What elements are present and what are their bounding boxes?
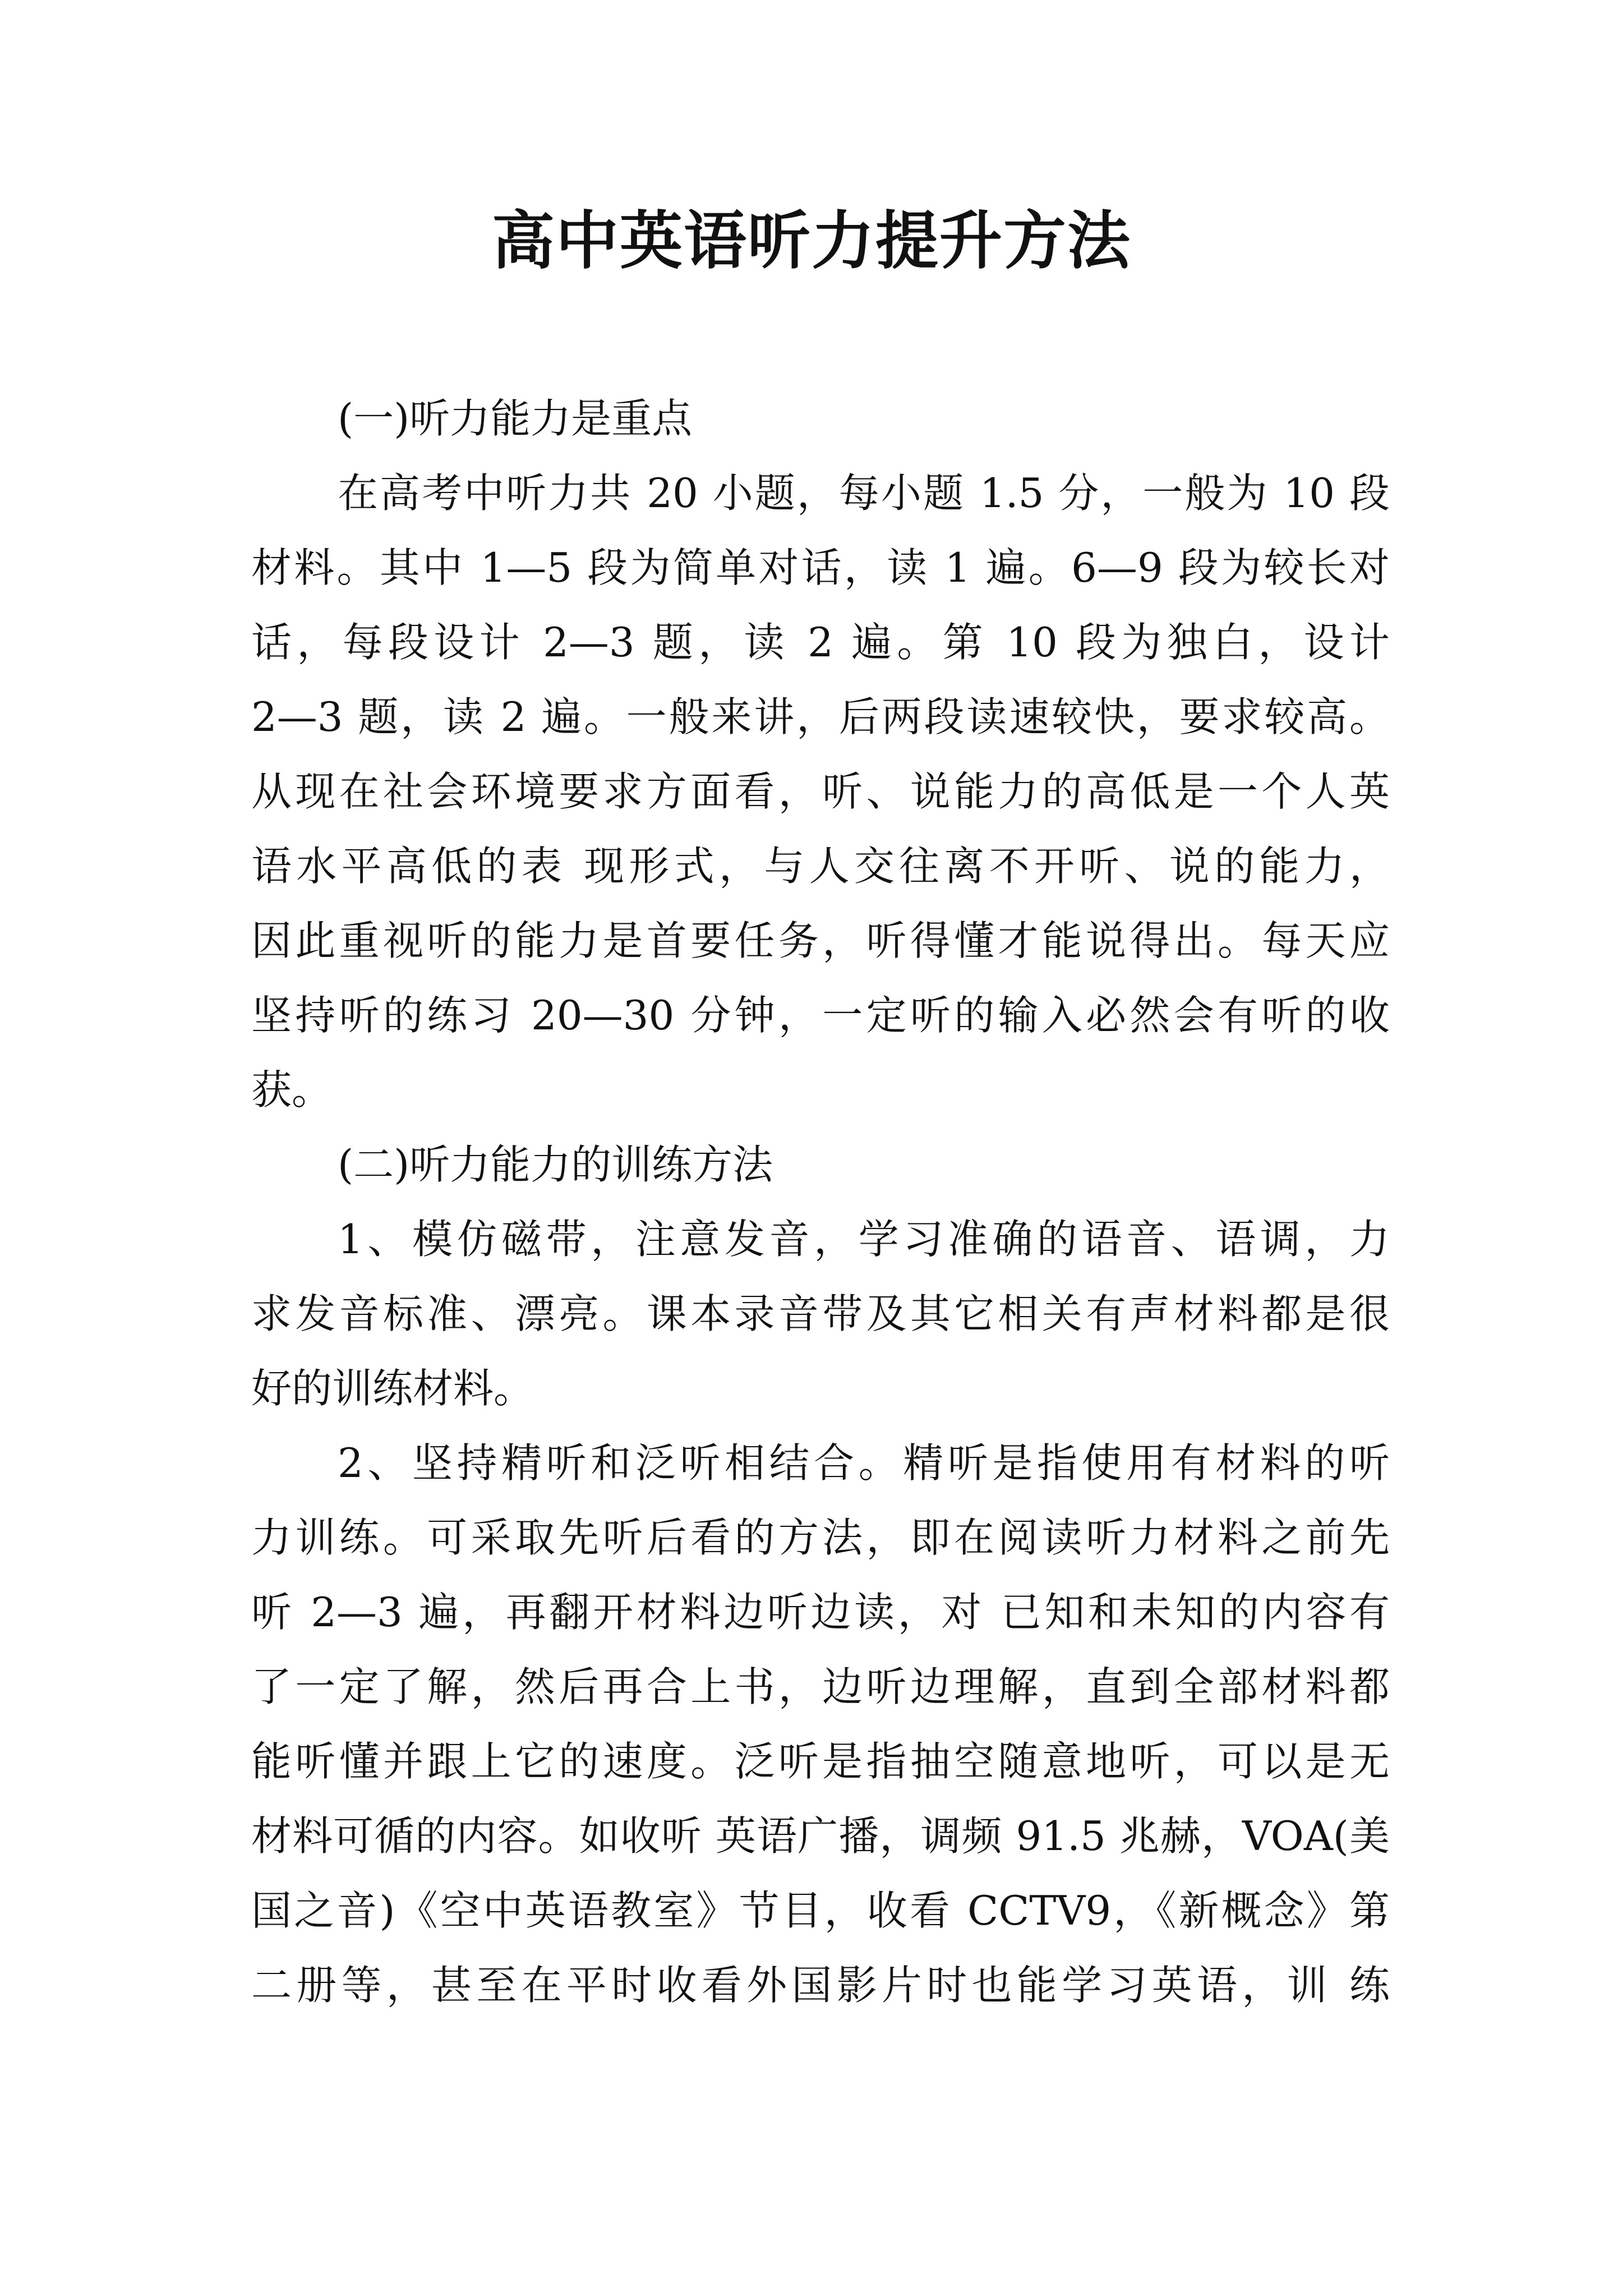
paragraph-line: 1、模仿磁带，注意发音，学习准确的语音、语调，力 bbox=[338, 1216, 1390, 1263]
paragraph-line: 力训练。可采取先听后看的方法，即在阅读听力材料之前先 bbox=[251, 1514, 1390, 1561]
section-heading-2: (二)听力能力的训练方法 bbox=[338, 1141, 773, 1188]
paragraph-line: 2—3 题，读 2 遍。一般来讲，后两段读速较快，要求较高。 bbox=[251, 693, 1390, 740]
paragraph-line: 了一定了解，然后再合上书，边听边理解，直到全部材料都 bbox=[251, 1663, 1390, 1710]
paragraph-line: 好的训练材料。 bbox=[251, 1365, 534, 1412]
paragraph-line: 材料。其中 1—5 段为简单对话，读 1 遍。6—9 段为较长对 bbox=[251, 544, 1390, 591]
paragraph-line: 从现在社会环境要求方面看，听、说能力的高低是一个人英 bbox=[251, 768, 1390, 815]
paragraph-line: 在高考中听力共 20 小题，每小题 1.5 分，一般为 10 段 bbox=[338, 470, 1390, 517]
paragraph-line: 材料可循的内容。如收听 英语广播，调频 91.5 兆赫，VOA(美 bbox=[251, 1812, 1390, 1860]
paragraph-line: 二册等，甚至在平时收看外国影片时也能学习英语，训 练 bbox=[251, 1962, 1390, 2009]
paragraph-line: 求发音标准、漂亮。课本录音带及其它相关有声材料都是很 bbox=[251, 1290, 1390, 1337]
paragraph-line: 听 2—3 遍，再翻开材料边听边读，对 已知和未知的内容有 bbox=[251, 1589, 1390, 1636]
document-title: 高中英语听力提升方法 bbox=[492, 204, 1131, 278]
paragraph-line: 能听懂并跟上它的速度。泛听是指抽空随意地听，可以是无 bbox=[251, 1738, 1390, 1785]
paragraph-line: 话，每段设计 2—3 题，读 2 遍。第 10 段为独白，设计 bbox=[251, 619, 1390, 666]
paragraph-line: 坚持听的练习 20—30 分钟，一定听的输入必然会有听的收 bbox=[251, 992, 1390, 1039]
paragraph-line: 国之音)《空中英语教室》节目，收看 CCTV9，《新概念》第 bbox=[251, 1887, 1390, 1934]
paragraph-line: 获。 bbox=[251, 1066, 333, 1114]
document-body bbox=[251, 381, 1390, 2023]
paragraph-line: 因此重视听的能力是首要任务，听得懂才能说得出。每天应 bbox=[251, 917, 1390, 964]
paragraph-line: 2、坚持精听和泛听相结合。精听是指使用有材料的听 bbox=[338, 1439, 1390, 1487]
section-heading-1: (一)听力能力是重点 bbox=[338, 395, 693, 442]
paragraph-line: 语水平高低的表 现形式，与人交往离不开听、说的能力， bbox=[251, 843, 1390, 890]
